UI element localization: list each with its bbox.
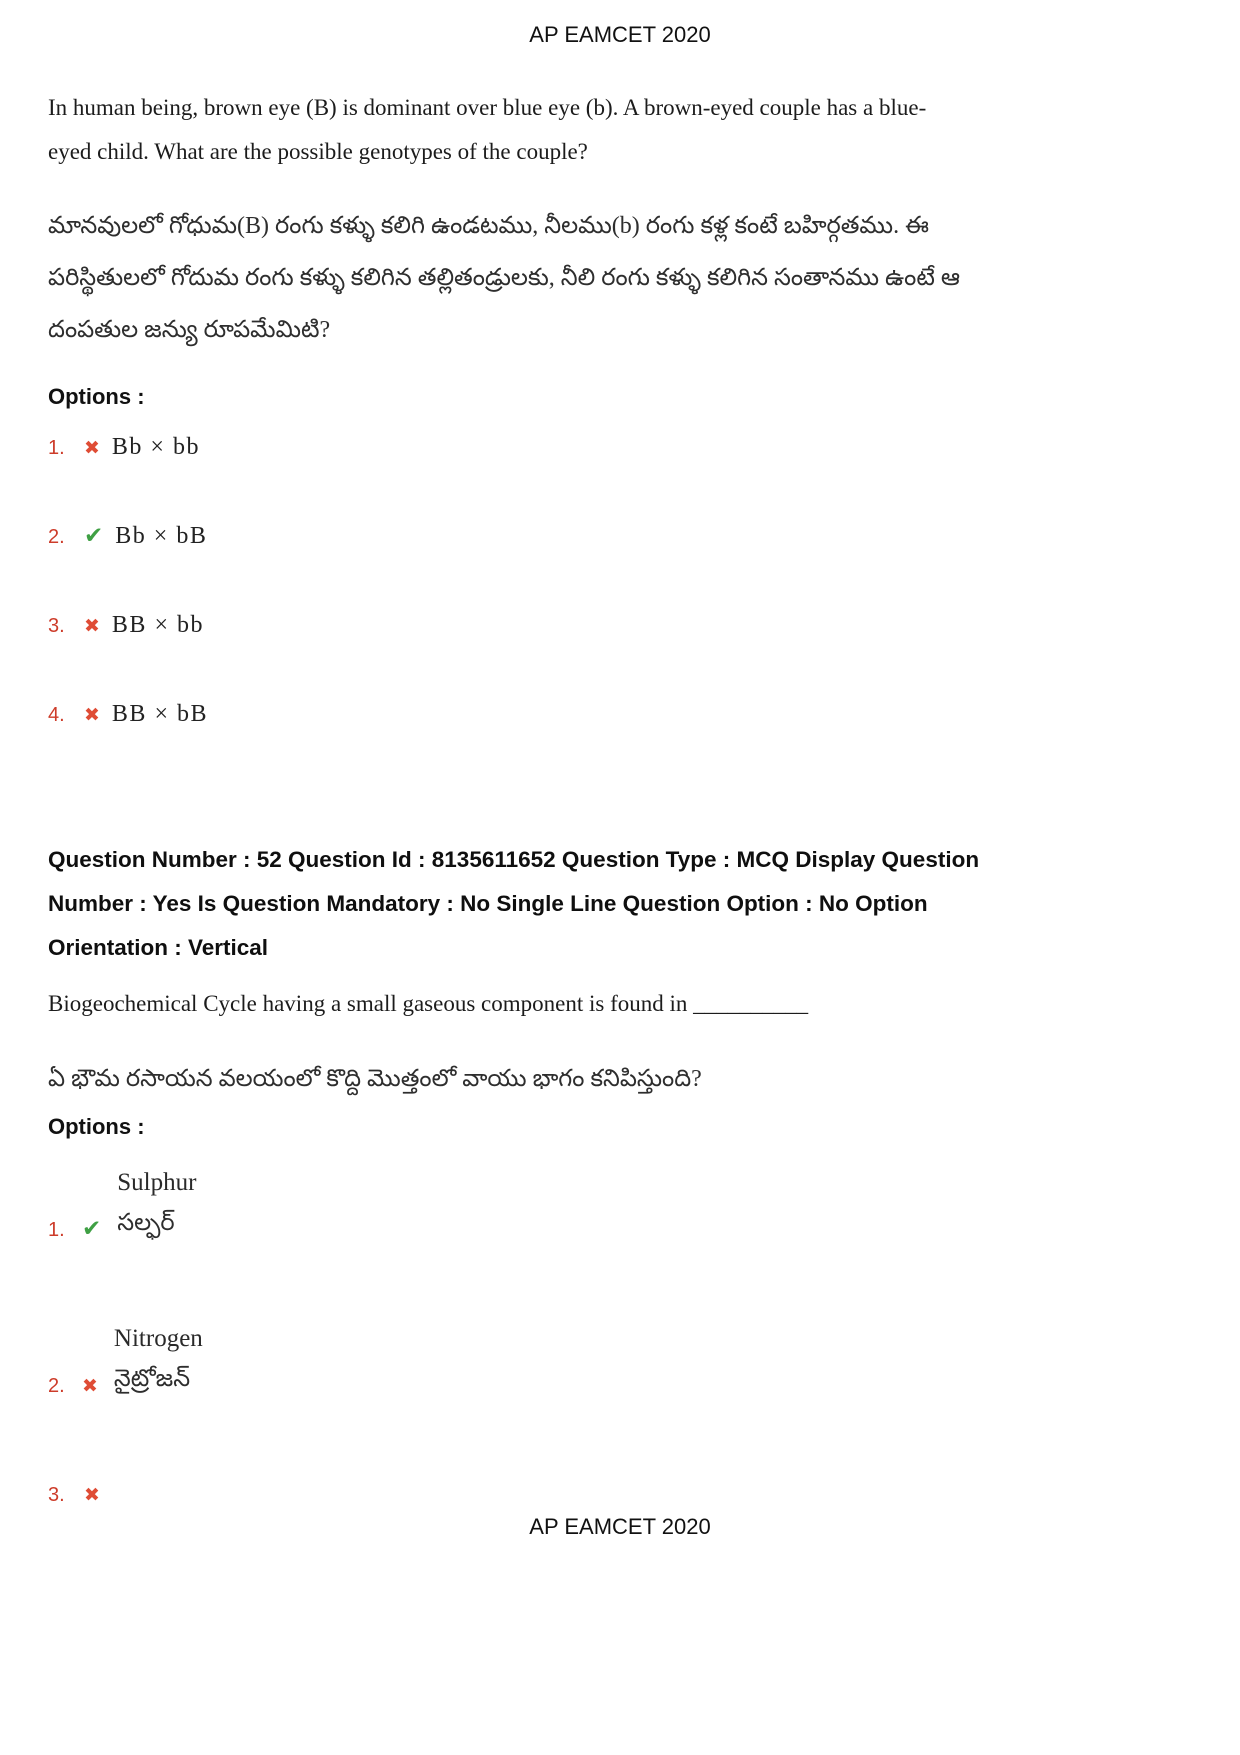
option-text: Bb × bB (115, 523, 208, 549)
q51-option-2 (48, 523, 1192, 550)
question-52-telugu-text: ఏ భౌమ రసాయన వలయంలో కొద్ది మొత్తంలో వాయు భాగం కనిపిస్తుంది? (48, 1066, 702, 1092)
q52-option-3 (48, 1484, 1192, 1507)
option-number-group (48, 1375, 98, 1400)
option-number: 3. (48, 1484, 65, 1506)
page-header-title: AP EAMCET 2020 (529, 22, 711, 47)
option-text-telugu: నైట్రోజన్ (113, 1366, 191, 1392)
q51-option-1 (48, 434, 1192, 461)
option-text-group (117, 1164, 196, 1244)
option-text: Bb × bb (111, 434, 200, 460)
wrong-icon: ✖ (84, 1485, 100, 1506)
option-number-group (48, 1217, 101, 1244)
wrong-icon: ✖ (84, 438, 100, 459)
question-52-english-text: Biogeochemical Cycle having a small gaseous component is found in __________ (48, 991, 809, 1016)
option-text: BB × bb (111, 612, 204, 638)
correct-icon: ✔ (84, 522, 104, 548)
options-label: Options : (48, 384, 145, 409)
option-number: 4. (48, 704, 65, 726)
question-52-block (48, 838, 1192, 1507)
option-number: 2. (48, 1375, 65, 1397)
q51-option-4 (48, 701, 1192, 728)
option-text-english: Sulphur (117, 1169, 197, 1196)
wrong-icon: ✖ (82, 1376, 98, 1397)
q52-option-1 (48, 1164, 1192, 1244)
options-label: Options : (48, 1114, 145, 1139)
option-number: 3. (48, 615, 65, 637)
option-text-group (114, 1320, 203, 1400)
question-51-english-text: In human being, brown eye (B) is dominant over blue eye (b). A brown-eyed couple has a blue-eyed child. What are the possible genotypes of the couple? (48, 95, 927, 164)
page-footer-title: AP EAMCET 2020 (529, 1514, 711, 1539)
option-number: 2. (48, 526, 65, 548)
question-51-block (48, 86, 1192, 728)
option-text: BB × bB (111, 701, 208, 727)
option-number: 1. (48, 1219, 65, 1241)
option-number: 1. (48, 437, 65, 459)
question-52-metadata: Question Number : 52 Question Id : 8135611652 Question Type : MCQ Display Question Number : Yes Is Question Mandatory : No Single Line Question Option : No Option Orientation : Vertical (48, 847, 980, 960)
wrong-icon: ✖ (84, 705, 100, 726)
q51-option-3 (48, 612, 1192, 639)
q52-option-2 (48, 1320, 1192, 1400)
wrong-icon: ✖ (84, 616, 100, 637)
correct-icon: ✔ (82, 1215, 102, 1241)
question-51-telugu-text: మానవులలో గోధుమ(B) రంగు కళ్ళు కలిగి ఉండటము, నీలము(b) రంగు కళ్ల కంటే బహిర్గతము. ఈ పరిస్థితులలో గోదుమ రంగు కళ్ళు కలిగిన తల్లితండ్రులకు, నీలి రంగు కళ్ళు కలిగిన సంతానము ఉంటే ఆ దంపతుల జన్యు రూపమేమిటి? (48, 213, 961, 343)
option-text-english: Nitrogen (113, 1325, 203, 1352)
option-text-telugu: సల్ఫర్ (117, 1210, 175, 1236)
